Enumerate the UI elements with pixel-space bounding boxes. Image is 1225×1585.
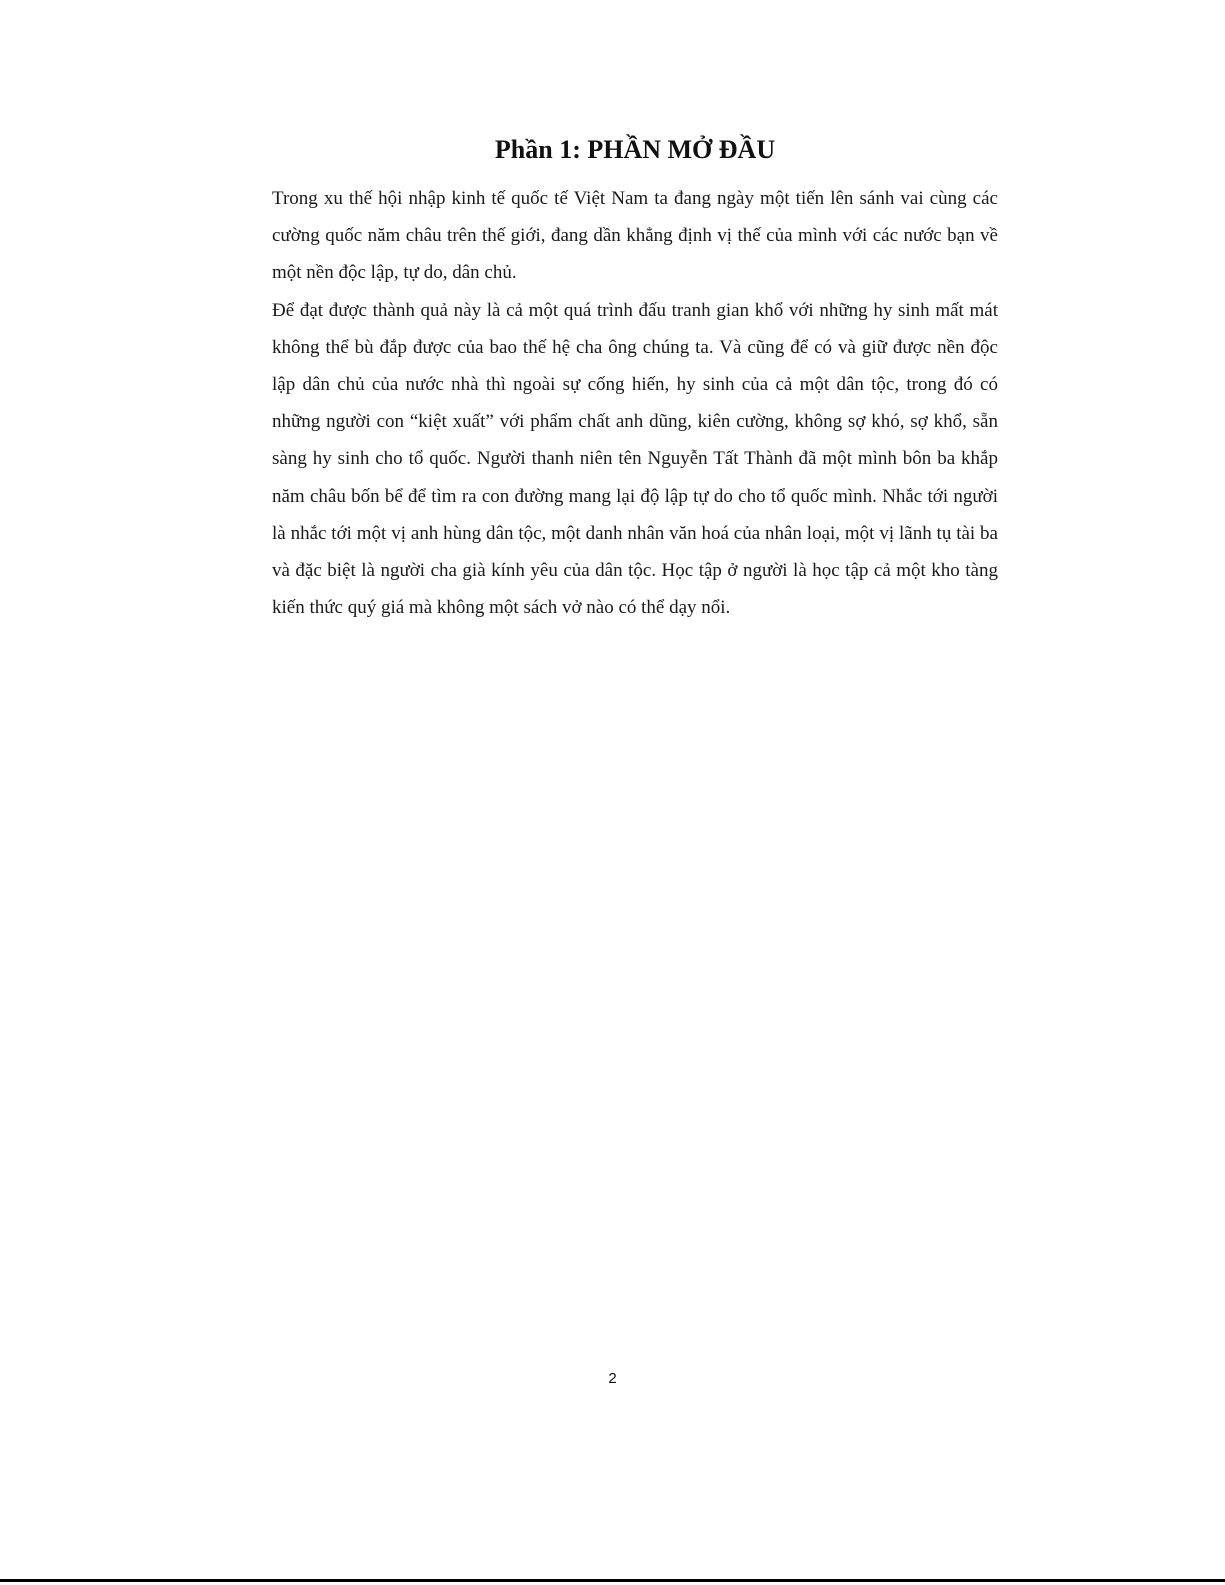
body-paragraph: Để đạt được thành quả này là cả một quá trình đấu tranh gian khổ với những hy sinh mất mát không thể bù đắp được của bao thế hệ cha ông chúng ta. Và cũng để có và giữ được nền độc lập dân chủ của nước nhà thì ngoài sự cống hiến, hy sinh của cả một dân tộc, trong đó có những người con “kiệt xuất” với phẩm chất anh dũng, kiên cường, không sợ khó, sợ khổ, sẵn sàng hy sinh cho tổ quốc. Người thanh niên tên Nguyễn Tất Thành đã một mình bôn ba khắp năm châu bốn bể để tìm ra con đường mang lại độ lập tự do cho tổ quốc mình. Nhắc tới người là nhắc tới một vị anh hùng dân tộc, một danh nhân văn hoá của nhân loại, một vị lãnh tụ tài ba và đặc biệt là người cha già kính yêu của dân tộc. Học tập ở người là học tập cả một kho tàng kiến thức quý giá mà không một sách vở nào có thể dạy nổi.: [272, 299, 998, 619]
page-bottom-border: [0, 1579, 1225, 1582]
intro-paragraph: Trong xu thế hội nhập kinh tế quốc tế Việt Nam ta đang ngày một tiến lên sánh vai cùng các cường quốc năm châu trên thế giới, đang dần khẳng định vị thế của mình với các nước bạn về một nền độc lập, tự do, dân chủ.: [272, 188, 998, 284]
page-content: [272, 130, 998, 626]
page-number: 2: [608, 1370, 617, 1387]
section-heading: Phần 1: PHẦN MỞ ĐẦU: [494, 135, 776, 164]
